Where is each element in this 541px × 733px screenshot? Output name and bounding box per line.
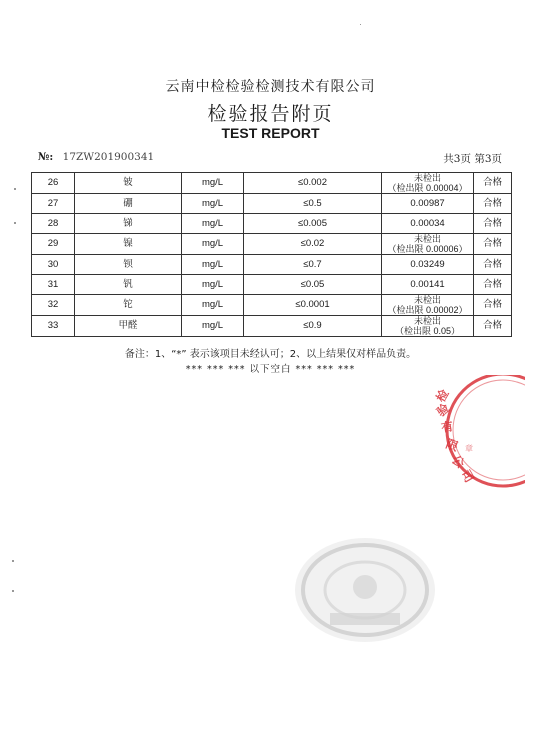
page-info: 共3页 第3页 (443, 153, 502, 165)
result-line-1: 0.03249 (410, 258, 445, 270)
report-number (38, 151, 154, 163)
report-meta (38, 151, 502, 167)
grey-seal-graphic (290, 535, 440, 645)
limit-value: ≤0.5 (244, 194, 382, 214)
table-row (32, 173, 512, 194)
table-row (32, 194, 512, 214)
test-item: 铊 (75, 295, 182, 316)
verdict: 合格 (474, 255, 512, 275)
blank-below-marker: *** *** *** 以下空白 *** *** *** (185, 364, 356, 375)
verdict: 合格 (474, 295, 512, 316)
row-number: 27 (32, 194, 75, 214)
scan-speck (12, 590, 14, 592)
result-line-2: （检出限 0.00004） (387, 183, 468, 193)
report-title-cn: 检验报告附页 (207, 103, 334, 125)
table-row (32, 234, 512, 255)
unit: mg/L (182, 214, 244, 234)
report-number-value: 17ZW201900341 (62, 151, 155, 163)
unit: mg/L (182, 295, 244, 316)
table-row (32, 214, 512, 234)
scan-speck (12, 560, 14, 562)
row-number: 29 (32, 234, 75, 255)
result-line-1: 未检出 (413, 234, 441, 244)
test-item: 硼 (75, 194, 182, 214)
limit-value: ≤0.0001 (244, 295, 382, 316)
row-number: 32 (32, 295, 75, 316)
test-item: 镍 (75, 234, 182, 255)
test-result (382, 255, 474, 275)
limit-value: ≤0.005 (244, 214, 382, 234)
svg-text:司: 司 (458, 467, 477, 485)
result-line-1: 未检出 (413, 295, 441, 305)
unit: mg/L (182, 255, 244, 275)
svg-text:检: 检 (433, 387, 452, 405)
remarks: 备注：1、“*” 表示该项目未经认可；2、以上结果仅对样品负责。 (124, 349, 417, 360)
red-seal-stamp (395, 375, 525, 495)
limit-value: ≤0.002 (244, 173, 382, 194)
svg-text:限: 限 (443, 436, 461, 454)
svg-text:公: 公 (449, 452, 468, 472)
verdict: 合格 (474, 316, 512, 337)
limit-value: ≤0.02 (244, 234, 382, 255)
limit-value: ≤0.9 (244, 316, 382, 337)
unit: mg/L (182, 194, 244, 214)
test-result (382, 214, 474, 234)
report-number-label: №: (38, 151, 54, 163)
red-seal-graphic (395, 375, 525, 495)
result-line-1: 0.00987 (410, 197, 445, 209)
scan-speck (14, 222, 16, 224)
test-item: 锑 (75, 214, 182, 234)
table-row (32, 316, 512, 337)
unit: mg/L (182, 316, 244, 337)
report-title-en: TEST REPORT (221, 125, 320, 141)
limit-value: ≤0.05 (244, 275, 382, 295)
verdict: 合格 (474, 214, 512, 234)
test-result (382, 295, 474, 316)
test-item: 铍 (75, 173, 182, 194)
grey-embossed-seal (290, 535, 440, 645)
test-item: 钡 (75, 255, 182, 275)
test-result (382, 316, 474, 337)
test-item: 钒 (75, 275, 182, 295)
test-result (382, 173, 474, 194)
verdict: 合格 (474, 194, 512, 214)
row-number: 33 (32, 316, 75, 337)
result-line-1: 未检出 (413, 173, 441, 183)
svg-text:章: 章 (465, 444, 473, 453)
verdict: 合格 (474, 275, 512, 295)
svg-text:验: 验 (433, 400, 453, 420)
table-row (32, 255, 512, 275)
scan-speck (360, 24, 361, 25)
test-item: 甲醛 (75, 316, 182, 337)
test-result (382, 194, 474, 214)
table-row (32, 275, 512, 295)
result-line-2: （检出限 0.00006） (387, 244, 468, 254)
row-number: 28 (32, 214, 75, 234)
result-line-2: （检出限 0.05） (394, 326, 461, 336)
table-row (32, 295, 512, 316)
row-number: 31 (32, 275, 75, 295)
svg-text:有: 有 (440, 419, 455, 435)
row-number: 30 (32, 255, 75, 275)
result-line-2: （检出限 0.00002） (387, 305, 468, 315)
result-line-1: 0.00034 (410, 217, 445, 229)
limit-value: ≤0.7 (244, 255, 382, 275)
result-line-1: 未检出 (413, 316, 441, 326)
verdict: 合格 (474, 234, 512, 255)
results-table (31, 172, 512, 337)
result-line-1: 0.00141 (410, 278, 445, 290)
unit: mg/L (182, 173, 244, 194)
verdict: 合格 (474, 173, 512, 194)
scan-speck (14, 188, 16, 190)
unit: mg/L (182, 275, 244, 295)
company-name: 云南中检检验检测技术有限公司 (165, 79, 376, 95)
row-number: 26 (32, 173, 75, 194)
unit: mg/L (182, 234, 244, 255)
test-result (382, 234, 474, 255)
test-result (382, 275, 474, 295)
